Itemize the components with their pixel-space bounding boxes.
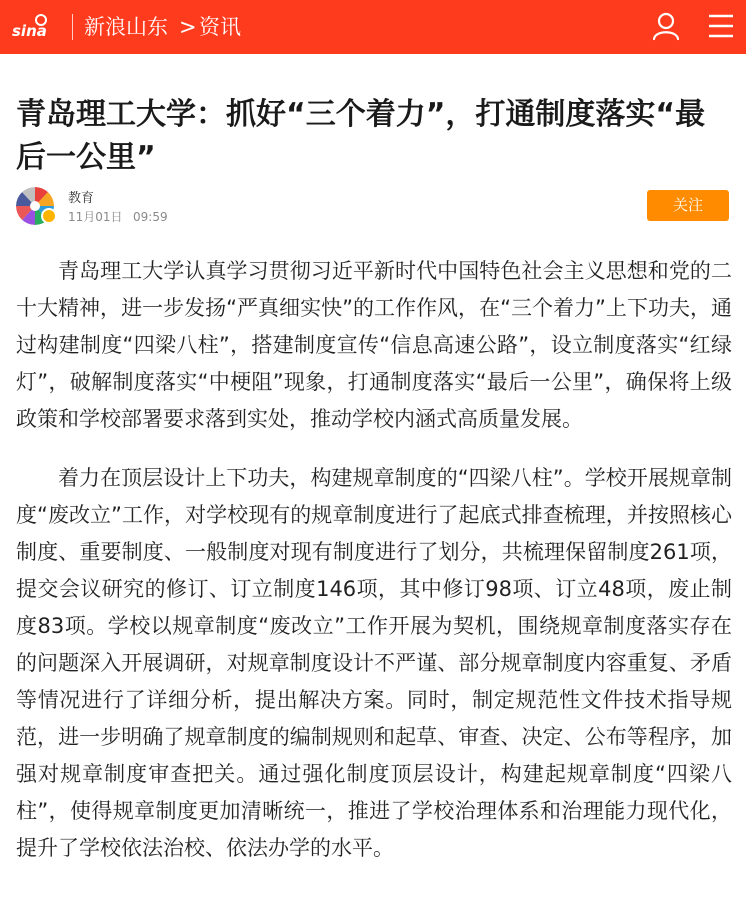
breadcrumb-section-link[interactable]: 资讯 [199, 15, 241, 39]
article-paragraph: 青岛理工大学认真学习贯彻习近平新时代中国特色社会主义思想和党的二十大精神，进一步发扬“严真细实快”的工作作风，在“三个着力”上下功夫，通过构建制度“四梁八柱”，搭建制度宣传“信息高速公路”，设立制度落实“红绿灯”，破解制度落实“中梗阻”现象，打通制度落实“最后一公里”，确保将上级政策和学校部署要求落到实处，推动学校内涵式高质量发展。 [16, 259, 732, 431]
site-name-link[interactable]: 新浪山东 [84, 15, 168, 39]
svg-text:sina: sina [12, 22, 47, 40]
author-name[interactable]: 教育 [68, 191, 95, 206]
follow-button[interactable]: 关注 [647, 190, 729, 221]
publish-time: 09:59 [133, 210, 168, 224]
hamburger-menu-icon[interactable] [707, 12, 735, 40]
sina-logo-icon[interactable] [11, 14, 49, 40]
breadcrumb-separator: > [179, 15, 197, 39]
article-title: 青岛理工大学：抓好“三个着力”，打通制度落实“最后一公里” [16, 97, 706, 175]
user-icon[interactable] [651, 11, 681, 41]
verified-badge-icon [41, 208, 57, 224]
top-nav-bar [0, 0, 746, 54]
logo-divider [72, 14, 73, 40]
article-paragraph: 着力在顶层设计上下功夫，构建规章制度的“四梁八柱”。学校开展规章制度“废改立”工作，对学校现有的规章制度进行了起底式排查梳理，并按照核心制度、重要制度、一般制度对现有制度进行了划分，共梳理保留制度261项，提交会议研究的修订、订立制度146项，其中修订98项、订立48项，废止制度83项。学校以规章制度“废改立”工作开展为契机，围绕规章制度落实存在的问题深入开展调研，对规章制度设计不严谨、部分规章制度内容重复、矛盾等情况进行了详细分析，提出解决方案。同时，制定规范性文件技术指导规范，进一步明确了规章制度的编制规则和起草、审查、决定、公布等程序，加强对规章制度审查把关。通过强化制度顶层设计，构建起规章制度“四梁八柱”，使得规章制度更加清晰统一，推进了学校治理体系和治理能力现代化，提升了学校依法治校、依法办学的水平。 [16, 466, 732, 860]
article-body [16, 253, 732, 889]
publish-date: 11月01日 [68, 210, 123, 224]
